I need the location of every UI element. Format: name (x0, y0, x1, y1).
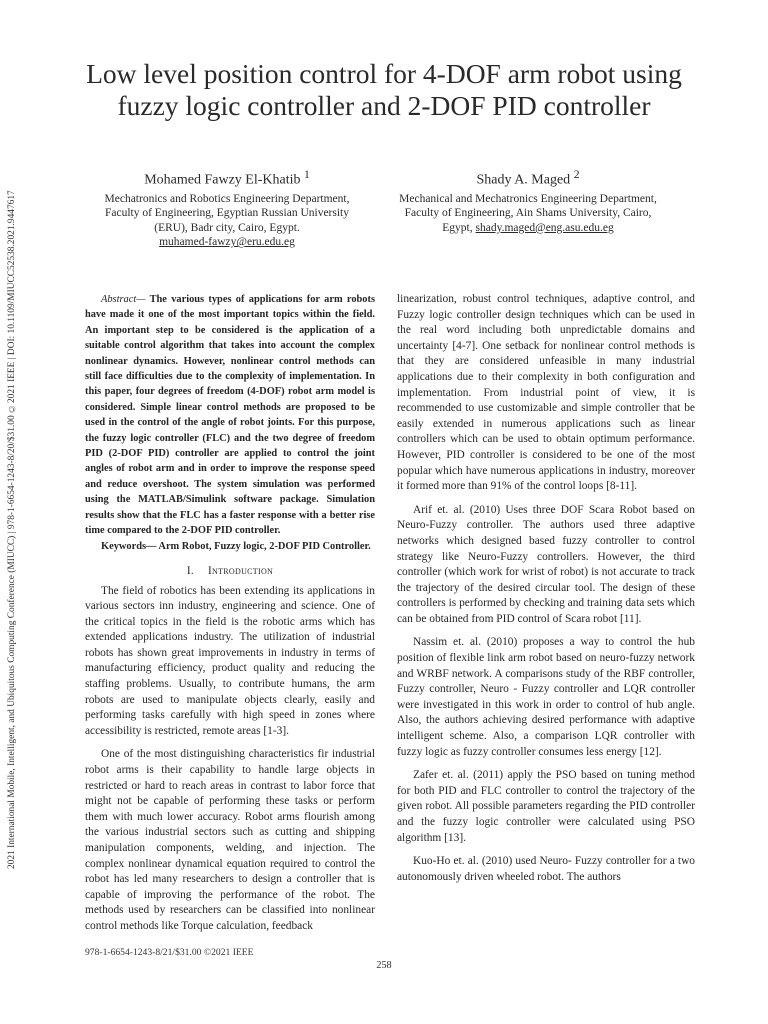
author-name: Mohamed Fawzy El-Khatib $^1$ (144, 168, 310, 188)
right-column (397, 292, 695, 885)
left-column (85, 292, 375, 935)
author-affiliation-line: Mechanical and Mechatronics Engineering Department, (399, 192, 657, 205)
body-paragraph: Arif et. al. (2010) Uses three DOF Scara Robot based on Neuro-Fuzzy controller. The authors used three adaptive networks which designed based fuzzy controller to control strategy like Neuro-Fuzzy controllers. However, the third controller (which work for wrist of robot) is not accurate to track the trajectory of the desired circular tool. The design of these controllers is performed by checking and training data sets which can be obtained from PID control of Scara robot [11]. (397, 503, 695, 625)
footer-copyright: 978-1-6654-1243-8/21/$31.00 ©2021 IEEE (85, 947, 254, 958)
author-email-link[interactable]: shady.maged@eng.asu.edu.eg (475, 221, 614, 234)
page-number: 258 (376, 960, 392, 971)
author-affiliation-line: Faculty of Engineering, Ain Shams University, Cairo, (404, 207, 652, 220)
keywords: Keywords— Arm Robot, Fuzzy logic, 2-DOF PID Controller. (101, 540, 371, 552)
body-paragraph: Kuo-Ho et. al. (2010) used Neuro- Fuzzy controller for a two autonomously driven wheeled robot. The authors (397, 855, 695, 883)
body-paragraph: The field of robotics has been extending its applications in various sectors inn industry, engineering and science. One of the critical topics in the field is the robotic arms which has extended applications industry. The utilization of industrial robots has shown great improvements in industry in terms of manufacturing efficiency, product quality and reducing the staffing problems. Usually, to contribute humans, the arm robots are used to manipulate objects clearly, easily and performing tasks carefully with high speed in zones where accessibility is restricted, remote areas [1-3]. (85, 584, 375, 737)
author-block-1 (82, 166, 372, 250)
body-paragraph: One of the most distinguishing characteristics fir industrial robot arms is their capability to handle large objects in restricted or hard to reach areas in contrast to labor force that might not be capable of performing these tasks or perform them with much lower accuracy. Robot arms flourish among the various industrial sectors such as cutting and shipping manipulation components, welding, and injection. The complex nonlinear dynamical equation required to control the robot has led many researchers to design a controller that is capable of improving the performance of the robot. The methods used by researchers can be classified into nonlinear control methods like Torque calculation, feedback (85, 748, 375, 932)
author-affiliation-line: (ERU), Badr city, Cairo, Egypt. (154, 221, 300, 234)
abstract: Abstract— The various types of applications for arm robots have made it one of the most important topics within the field. An important step to be considered is the application of a suitable control algorithm that takes into account the complex nonlinear dynamics. However, nonlinear control methods can still face difficulties due to the complexity of implementation. In this paper, four degrees of freedom (4-DOF) robot arm model is considered. Simple linear control methods are proposed to be used in the control of the angle of robot joints. For this purpose, the fuzzy logic controller (FLC) and the two degree of freedom PID (2-DOF PID) controller are applied to control the joint angles of robot arm and in order to improve the response speed and reduce overshoot. The system simulation was performed using the MATLAB/Simulink software package. Simulation results show that the FLC has a faster response with a better rise time compared to the 2-DOF PID controller. (85, 294, 375, 537)
author-block-2 (378, 166, 678, 235)
author-affiliation-line: Mechatronics and Robotics Engineering Department, (104, 192, 350, 205)
author-affiliation-line: Faculty of Engineering, Egyptian Russian University (104, 207, 349, 220)
body-paragraph: Nassim et. al. (2010) proposes a way to control the hub position of flexible link arm robot based on neuro-fuzzy network and WRBF network. A comparisons study of the RBF controller, Fuzzy controller, Neuro - Fuzzy controller and LQR controller were investigated in this work in order to control of hub angle. Also, the authors achieving desired performance with adaptive intelligent scheme. Also, a comparison LQR controller with fuzzy logic as fuzzy controller consumes less energy [12]. (397, 636, 695, 758)
doi-side-strip: 2021 International Mobile, Intelligent, and Ubiquitous Computing Conference (MIUCC) | 978-1-6654-1243-8/20/$31.00 ©2021 IEEE | DOI: 10.1109/MIUCC52538.2021.9447617 (7, 190, 17, 870)
paper-title: Low level position control for 4-DOF arm robot using fuzzy logic controller and 2-DOF PID controller (86, 58, 682, 121)
author-email-link[interactable]: muhamed-fawzy@eru.edu.eg (159, 236, 295, 249)
body-paragraph: linearization, robust control techniques, adaptive control, and Fuzzy logic controller design techniques which can be used in the real word including both unpredictable domains and uncertainty [4-7]. One setback for nonlinear control methods is that they are considered unfeasible in many industrial applications due to their complexity in both configuration and implementation. From industrial point of view, it is recommended to use customizable and simple controller that be easily extended in numerous applications such as linear controllers which can be used to obtain optimum performance. However, PID controller is considered to be one of the most popular which have numerous applications in industry, moreover it formed more than 91% of the control loops [8-11]. (397, 293, 695, 493)
author-affiliation-line: Egypt, shady.maged@eng.asu.edu.eg (442, 221, 614, 234)
author-name: Shady A. Maged $^2$ (476, 168, 580, 188)
section-heading-introduction: I. Introduction (186, 564, 274, 577)
body-paragraph: Zafer et. al. (2011) apply the PSO based on tuning method for both PID and FLC controller to control the trajectory of the given robot. All possible parameters regarding the PID controller and the fuzzy logic controller were calculated using PSO algorithm [13]. (397, 769, 695, 844)
